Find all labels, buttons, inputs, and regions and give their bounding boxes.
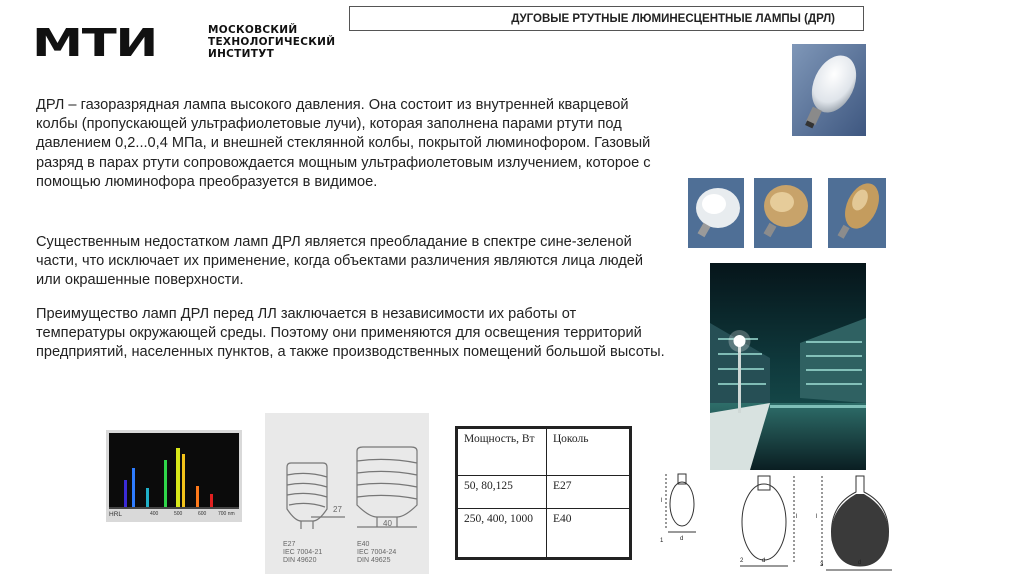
outline-label-l1: l (661, 498, 663, 504)
night-street-photo (710, 263, 866, 470)
lamp-photo-ellipsoid (792, 44, 866, 136)
slide-title: ДУГОВЫЕ РТУТНЫЕ ЛЮМИНЕСЦЕНТНЫЕ ЛАМПЫ (ДРЛ) (511, 13, 835, 25)
table-cell-power: 250, 400, 1000 (458, 509, 547, 558)
outline-label-d3: d (858, 560, 862, 566)
spectrum-label: HRL (109, 511, 123, 518)
table-row (458, 476, 630, 509)
caption-e40-line-3: DIN 49625 (357, 557, 391, 564)
spectrum-tick-500: 500 (174, 511, 183, 517)
spectrum-image (106, 430, 242, 522)
logo-text (208, 24, 335, 60)
dimension-e27: 27 (333, 505, 342, 514)
table-header-socket: Цоколь (547, 429, 630, 476)
table-cell-socket: E27 (547, 476, 630, 509)
spectrum-tick-700: 700 nm (218, 511, 235, 517)
institute-logo (32, 21, 352, 65)
paragraph-description: ДРЛ – газоразрядная лампа высокого давления. Она состоит из внутренней кварцевой колбы (пропускающей ультрафиолетовые лучи), которая заполнена парами ртути под давлением 0,2...0,4 МПа, и внешней стеклянной колбы, покрытой люминофором. Газовый разряд в парах ртути сопровождается мощным ультрафиолетовым излучением, которое с помощью люминофора преобразуется в видимое. (36, 97, 651, 190)
paragraph-advantage: Преимущество ламп ДРЛ перед ЛЛ заключается в независимости их работы от температуры окружающей среды. Поэтому они применяются для освещения территорий предприятий, населенных пунктов, а также производственных помещений большой высоты. (36, 306, 665, 361)
lamp-photo-reflector-amber (754, 178, 812, 248)
outline-label-d1: d (680, 536, 684, 542)
logo-mark: МТИ (32, 21, 157, 65)
caption-e27-line-3: DIN 49620 (283, 557, 317, 564)
lamp-photo-ellipsoid-amber (828, 178, 886, 248)
table-header-power: Мощность, Вт (458, 429, 547, 476)
spectrum-tick-600: 600 (198, 511, 207, 517)
logo-line-1: МОСКОВСКИЙ (208, 24, 298, 36)
lamp-outline-drawings (660, 470, 896, 574)
table-cell-socket: E40 (547, 509, 630, 558)
lamp-photo-reflector-white (688, 178, 744, 248)
logo-line-2: ТЕХНОЛОГИЧЕСКИЙ (208, 36, 336, 48)
table-cell-power: 50, 80,125 (458, 476, 547, 509)
logo-line-3: ИНСТИТУТ (208, 48, 275, 60)
outline-label-2: 2 (740, 558, 744, 564)
caption-e27-line-2: IEC 7004-21 (283, 549, 323, 556)
caption-e40-line-2: IEC 7004-24 (357, 549, 397, 556)
outline-label-d2: d (762, 558, 766, 564)
outline-label-l2: l (796, 514, 798, 520)
outline-label-1: 1 (660, 538, 664, 544)
outline-label-3: 3 (820, 562, 824, 568)
socket-diagram (265, 413, 429, 574)
spectrum-tick-400: 400 (150, 511, 159, 517)
spec-table (457, 428, 630, 558)
caption-e40-line-1: E40 (357, 541, 370, 548)
slide-title-box (349, 6, 864, 31)
outline-label-l3: l (816, 514, 818, 520)
table-header-row (458, 429, 630, 476)
caption-e27-line-1: E27 (283, 541, 296, 548)
dimension-e40: 40 (383, 519, 392, 528)
paragraph-disadvantage: Существенным недостатком ламп ДРЛ является преобладание в спектре сине-зеленой части, что исключает их применение, когда объектами различения являются лица людей или окрашенные поверхности. (36, 234, 644, 289)
socket-caption-e27 (283, 541, 322, 565)
socket-caption-e40 (357, 541, 396, 565)
table-row (458, 509, 630, 558)
